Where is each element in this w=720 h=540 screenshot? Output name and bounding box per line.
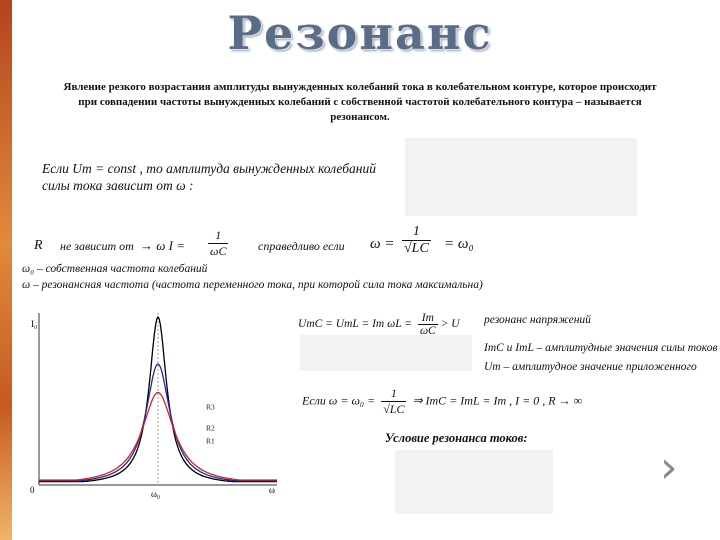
frac-2-den: √LC	[404, 241, 429, 256]
r-symbol: R	[34, 238, 43, 253]
definition-text: Явление резкого возрастания амплитуды вынужденных колебаний тока в колебательном контуре, которое происходит при совпадении частоты вынужденных колебаний с собственной частотой колебательного контура – называется резонансом.	[63, 81, 657, 123]
frac-3-den: ωC	[419, 325, 436, 337]
frac-3-num: Im	[418, 312, 438, 325]
omega-definition: ω – резонансная частота (частота переменного тока, при которой сила тока максимальна)	[22, 279, 483, 291]
voltage-resonance-note: резонанс напряжений	[484, 314, 591, 326]
condition-line-1: Если Um = const , то амплитуда вынужденных колебаний	[42, 161, 376, 176]
omega0-definition: ω₀ – собственная частота колебаний	[22, 263, 208, 275]
frac-1-num: 1	[208, 228, 228, 244]
placeholder-box-middle	[300, 335, 472, 371]
x-tick-end: ω	[269, 485, 275, 495]
x-tick-origin: 0	[30, 485, 35, 495]
x-tick-center: ω₀	[151, 489, 161, 499]
if-tail: ⇒ ImC = ImL = Im , I = 0 , R → ∞	[412, 393, 583, 408]
decorative-sidebar	[0, 0, 12, 540]
chart-layer	[39, 313, 277, 485]
condition-text	[42, 160, 376, 194]
next-slide-chevron-icon[interactable]: ›	[660, 442, 678, 493]
frac-2-num: 1	[402, 224, 431, 241]
if-text: Если ω = ω₀ =	[302, 393, 376, 408]
page-title: Резонанс	[227, 6, 493, 60]
r-note: не зависит от	[60, 239, 134, 253]
amplitude-line-2: Um – амплитудное значение приложенного	[484, 361, 697, 373]
y-axis-label: I₀	[31, 319, 38, 329]
voltage-formula	[298, 312, 460, 337]
frac-4-den: √LC	[383, 402, 405, 416]
omega-eq: ω =	[370, 236, 395, 252]
frac-1	[208, 228, 228, 259]
if-formula	[302, 386, 582, 417]
voltage-formula-b: mC = UmL = Im ωL =	[306, 318, 413, 331]
condition-line-2: силы тока зависит от ω :	[42, 178, 194, 193]
series-label-r2: R2	[206, 423, 215, 433]
series-label-r1: R1	[206, 436, 215, 446]
placeholder-box-top	[405, 138, 637, 216]
resonance-curve-chart	[25, 305, 287, 500]
voltage-tail: > U	[440, 318, 460, 331]
omega0-eq: = ω₀	[444, 236, 474, 252]
frac-4-num: 1	[381, 386, 406, 402]
valid-if-text: справедливо если	[258, 239, 345, 253]
amplitude-line-1: ImC и ImL – амплитудные значения силы токов	[484, 342, 718, 354]
frac-2	[402, 224, 431, 257]
frac-1-den: ωC	[210, 244, 227, 258]
placeholder-box-bottom	[395, 450, 553, 514]
series-label-r3: R3	[206, 402, 215, 412]
current-resonance-label: Условие резонанса токов:	[385, 431, 528, 445]
voltage-formula-a: U	[298, 318, 307, 331]
current-arrow: → ω I =	[140, 238, 186, 253]
